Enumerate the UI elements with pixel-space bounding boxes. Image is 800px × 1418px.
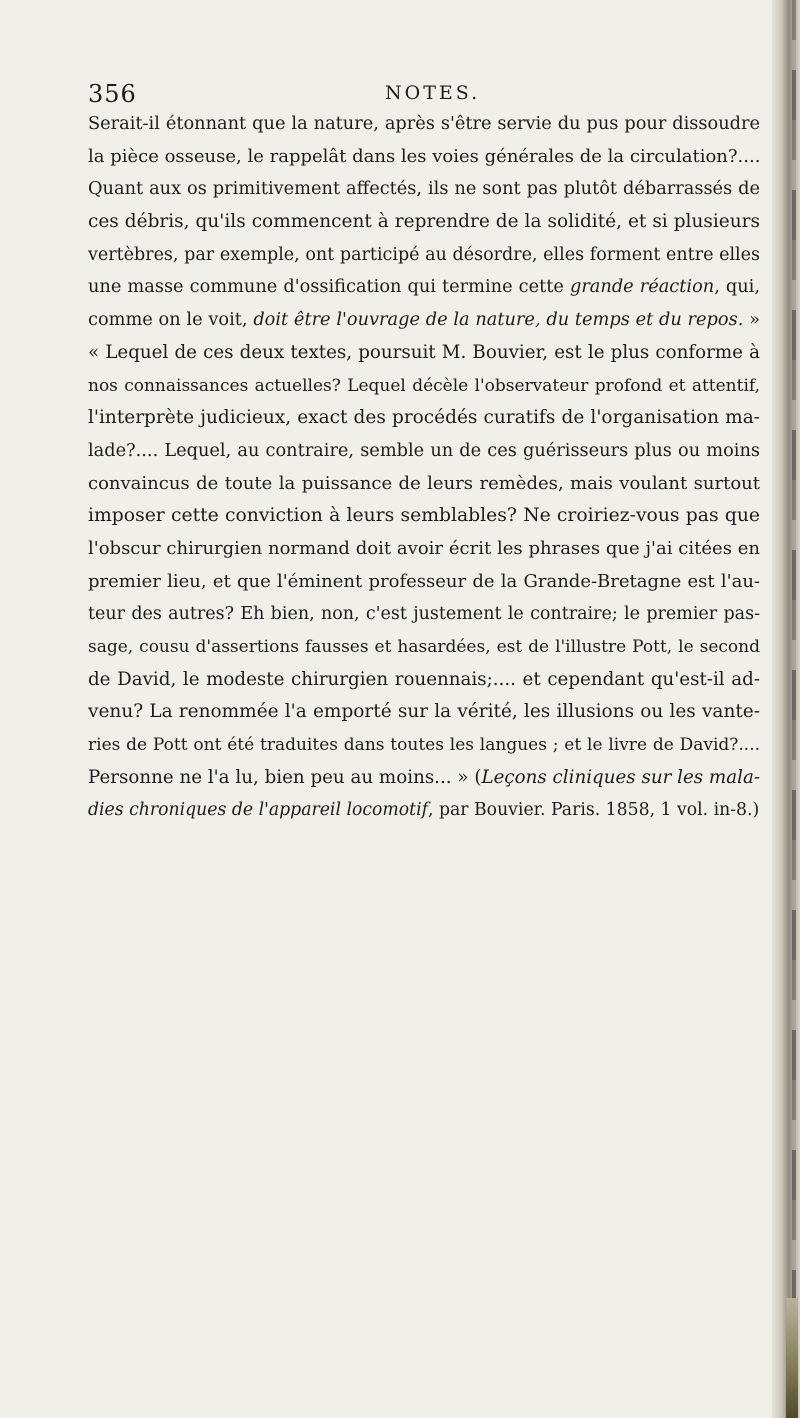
italic-text: doit être l'ouvrage de la nature, du temps et du repos. bbox=[253, 310, 744, 331]
text-line bbox=[88, 794, 760, 827]
text-segment: sage, cousu d'assertions fausses et hasardées, est de l'illustre Pott, le second bbox=[88, 637, 760, 657]
text-line bbox=[88, 337, 760, 370]
text-line bbox=[88, 206, 760, 239]
text-segment: , par Bouvier. Paris. 1858, 1 vol. in-8.) bbox=[427, 800, 760, 821]
text-line bbox=[88, 762, 760, 795]
text-line bbox=[88, 402, 760, 435]
text-line bbox=[88, 598, 760, 631]
text-segment: , qui, bbox=[714, 277, 760, 298]
text-segment: Personne ne l'a lu, bien peu au moins... » ( bbox=[88, 766, 482, 788]
page-edge-stain bbox=[786, 1298, 798, 1418]
text-segment: premier lieu, et que l'éminent professeur de la Grande-Bretagne est l'au- bbox=[88, 570, 760, 592]
text-line bbox=[88, 173, 760, 206]
text-line bbox=[88, 239, 760, 272]
text-line bbox=[88, 631, 760, 664]
page-number: 356 bbox=[88, 80, 137, 108]
text-line bbox=[88, 533, 760, 566]
text-line bbox=[88, 566, 760, 599]
text-segment: la pièce osseuse, le rappelât dans les voies générales de la circulation?.... bbox=[88, 145, 760, 167]
text-line bbox=[88, 435, 760, 468]
text-line bbox=[88, 729, 760, 762]
text-line bbox=[88, 500, 760, 533]
text-segment: nos connaissances actuelles? Lequel décèle l'observateur profond et attentif, bbox=[88, 375, 760, 396]
text-segment: comme on le voit, bbox=[88, 310, 254, 331]
text-segment: vertèbres, par exemple, ont participé au désordre, elles forment entre elles bbox=[88, 244, 760, 265]
text-segment: Quant aux os primitivement affectés, ils ne sont pas plutôt débarrassés de bbox=[88, 179, 760, 200]
text-segment: Serait-il étonnant que la nature, après s'être servie du pus pour dissoudre bbox=[88, 114, 760, 134]
text-segment: de David, le modeste chirurgien rouennais;.... et cependant qu'est-il ad- bbox=[88, 668, 760, 690]
text-segment: lade?.... Lequel, au contraire, semble un de ces guérisseurs plus ou moins bbox=[88, 440, 760, 461]
running-title: NOTES. bbox=[385, 82, 481, 104]
text-segment: teur des autres? Eh bien, non, c'est justement le contraire; le premier pas- bbox=[88, 604, 760, 625]
text-segment: l'obscur chirurgien normand doit avoir écrit les phrases que j'ai citées en bbox=[88, 537, 760, 559]
italic-text: Leçons cliniques sur les mala- bbox=[481, 766, 760, 788]
text-segment: l'interprète judicieux, exact des procédés curatifs de l'organisation ma- bbox=[88, 407, 760, 429]
text-segment: » bbox=[743, 310, 760, 331]
page-header bbox=[88, 80, 760, 110]
text-line bbox=[88, 664, 760, 697]
page-edge-binding bbox=[792, 0, 796, 1418]
text-line bbox=[88, 141, 760, 174]
italic-text: grande réaction bbox=[569, 277, 715, 298]
text-segment: venu? La renommée l'a emporté sur la vérité, les illusions ou les vante- bbox=[88, 701, 760, 723]
text-segment: « Lequel de ces deux textes, poursuit M. Bouvier, est le plus conforme à bbox=[88, 341, 760, 363]
text-line bbox=[88, 370, 760, 403]
text-segment: ries de Pott ont été traduites dans toutes les langues ; et le livre de David?.... bbox=[88, 735, 760, 756]
text-line bbox=[88, 304, 760, 337]
text-line bbox=[88, 108, 760, 141]
text-line bbox=[88, 468, 760, 501]
text-segment: convaincus de toute la puissance de leurs remèdes, mais voulant surtout bbox=[88, 472, 760, 494]
italic-text: dies chroniques de l'appareil locomotif bbox=[88, 800, 428, 821]
text-segment: ces débris, qu'ils commencent à reprendre de la solidité, et si plusieurs bbox=[88, 211, 760, 233]
text-line bbox=[88, 696, 760, 729]
text-line bbox=[88, 271, 760, 304]
text-segment: imposer cette conviction à leurs semblables? Ne croiriez-vous pas que bbox=[88, 505, 760, 527]
text-segment: une masse commune d'ossification qui termine cette bbox=[88, 277, 570, 298]
body-text bbox=[88, 108, 760, 827]
